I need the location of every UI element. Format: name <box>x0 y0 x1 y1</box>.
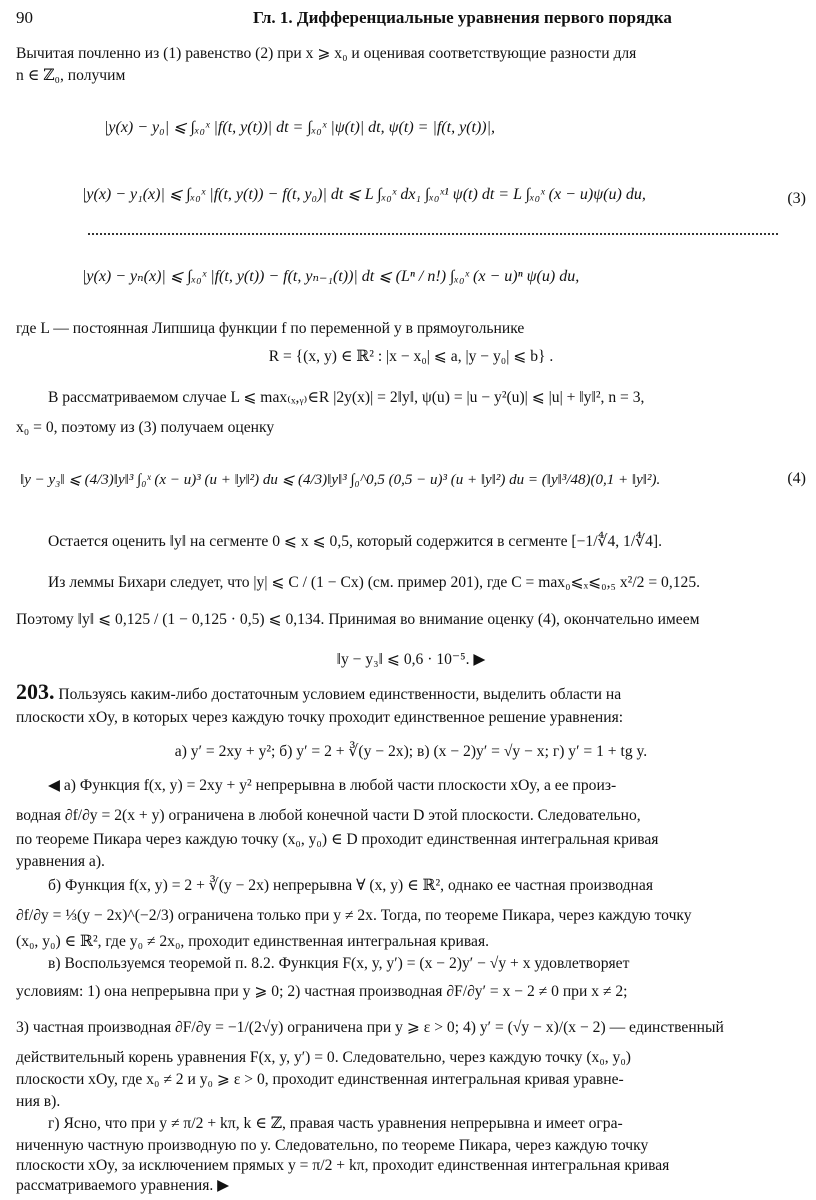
text-line: по теореме Пикара через каждую точку (x₀, y₀) ∈ D проходит единственная интегральная кривая <box>16 831 659 848</box>
text-line: плоскости xOy, в которых через каждую точку проходит единственное решение уравнения: <box>16 709 624 726</box>
text-line: Вычитая почленно из (1) равенство (2) при x ⩾ x₀ и оценивая соответствующие разности для <box>16 45 637 62</box>
page-number: 90 <box>16 8 33 27</box>
text-line: б) Функция f(x, y) = 2 + ∛(y − 2x) непрерывна ∀ (x, y) ∈ ℝ², однако ее частная производная <box>48 877 653 894</box>
problem-number: 203. <box>16 679 55 704</box>
equation-line: ‖y − y₃‖ ⩽ 0,6 · 10⁻⁵. ▶ <box>336 651 486 668</box>
text-line: ния в). <box>16 1093 61 1110</box>
text-line: Остается оценить ‖y‖ на сегменте 0 ⩽ x ⩽ 0,5, который содержится в сегменте [−1/∜4, 1/∜4]. <box>48 533 663 550</box>
text-line: n ∈ ℤ₀, получим <box>16 67 126 84</box>
equation-line: |y(x) − yₙ(x)| ⩽ ∫ₓ₀ˣ |f(t, y(t)) − f(t, yₙ₋₁(t))| dt ⩽ (Lⁿ / n!) ∫ₓ₀ˣ (x − u)ⁿ ψ(u) du, <box>82 268 580 285</box>
text-line: ◀ а) Функция f(x, y) = 2xy + y² непрерывна в любой части плоскости xOy, а ее произ- <box>48 777 617 794</box>
text-line: условиям: 1) она непрерывна при y ⩾ 0; 2) частная производная ∂F/∂y′ = x − 2 ≠ 0 при x ≠ 2; <box>16 983 628 1000</box>
text-line: действительный корень уравнения F(x, y, y′) = 0. Следовательно, через каждую точку (x₀, y₀) <box>16 1049 631 1066</box>
text-line: рассматриваемого уравнения. ▶ <box>16 1177 230 1194</box>
text-line: Из леммы Бихари следует, что |y| ⩽ C / (1 − Cx) (см. пример 201), где C = max₀⩽ₓ⩽₀,₅ x²/2 = 0,125. <box>48 574 701 591</box>
text-line: Поэтому ‖y‖ ⩽ 0,125 / (1 − 0,125 · 0,5) ⩽ 0,134. Принимая во внимание оценку (4), окончательно имеем <box>16 611 700 628</box>
dotted-separator <box>88 233 778 235</box>
equation-list: а) y′ = 2xy + y²; б) y′ = 2 + ∛(y − 2x); в) (x − 2)y′ = √y − x; г) y′ = 1 + tg y. <box>174 743 648 760</box>
text-line: плоскости xOy, где x₀ ≠ 2 и y₀ ⩾ ε > 0, проходит единственная интегральная кривая уравне- <box>16 1071 624 1088</box>
equation-line: R = {(x, y) ∈ ℝ² : |x − x₀| ⩽ a, |y − y₀| ⩽ b} . <box>268 348 554 365</box>
equation-line: ‖y − y₃‖ ⩽ (4/3)‖y‖³ ∫₀ˣ (x − u)³ (u + ‖y‖²) du ⩽ (4/3)‖y‖³ ∫₀^0,5 (0,5 − u)³ (u + ‖y‖²) du = (‖y‖³/48)(0,1 + ‖y‖²). <box>20 472 661 488</box>
equation-line: |y(x) − y₁(x)| ⩽ ∫ₓ₀ˣ |f(t, y(t)) − f(t, y₀)| dt ⩽ L ∫ₓ₀ˣ dx₁ ∫ₓ₀ˣ¹ ψ(t) dt = L ∫ₓ₀ˣ (x − u)ψ(u) du, <box>82 186 646 203</box>
text-line: г) Ясно, что при y ≠ π/2 + kπ, k ∈ ℤ, правая часть уравнения непрерывна и имеет огра- <box>48 1115 623 1132</box>
text-line: где L — постоянная Липшица функции f по переменной y в прямоугольнике <box>16 320 525 337</box>
text-line: ниченную частную производную по y. Следовательно, по теореме Пикара, через каждую точку <box>16 1137 649 1154</box>
text-line: ∂f/∂y = ⅓(y − 2x)^(−2/3) ограничена только при y ≠ 2x. Тогда, по теореме Пикара, через каждую точку <box>16 907 692 924</box>
text-line: x₀ = 0, поэтому из (3) получаем оценку <box>16 419 275 436</box>
text-line: Пользуясь каким-либо достаточным условием единственности, выделить области на <box>58 686 622 703</box>
problem-statement <box>16 679 806 705</box>
text-line: (x₀, y₀) ∈ ℝ², где y₀ ≠ 2x₀, проходит единственная интегральная кривая. <box>16 933 490 950</box>
equation-line: |y(x) − y₀| ⩽ ∫ₓ₀ˣ |f(t, y(t))| dt = ∫ₓ₀ˣ |ψ(t)| dt, ψ(t) = |f(t, y(t))|, <box>104 119 495 136</box>
text-line: плоскости xOy, за исключением прямых y = π/2 + kπ, проходит единственная интегральная кривая <box>16 1157 670 1174</box>
running-title: Гл. 1. Дифференциальные уравнения первого порядка <box>253 8 672 27</box>
text-line: в) Воспользуемся теоремой п. 8.2. Функция F(x, y, y′) = (x − 2)y′ − √y + x удовлетворяет <box>48 955 630 972</box>
text-line: 3) частная производная ∂F/∂y = −1/(2√y) ограничена при y ⩾ ε > 0; 4) y′ = (√y − x)/(x − 2) — единственный <box>16 1019 724 1036</box>
page-header <box>16 6 802 30</box>
text-line: уравнения а). <box>16 853 105 870</box>
text-line: В рассматриваемом случае L ⩽ max₍ₓ,ᵧ₎∈R |2y(x)| = 2‖y‖, ψ(u) = |u − y²(u)| ⩽ |u| + ‖y‖², n = 3, <box>48 389 645 406</box>
text-line: водная ∂f/∂y = 2(x + y) ограничена в любой конечной части D этой плоскости. Следовательно, <box>16 807 641 824</box>
equation-number: (4) <box>787 470 806 487</box>
equation-number: (3) <box>787 190 806 207</box>
